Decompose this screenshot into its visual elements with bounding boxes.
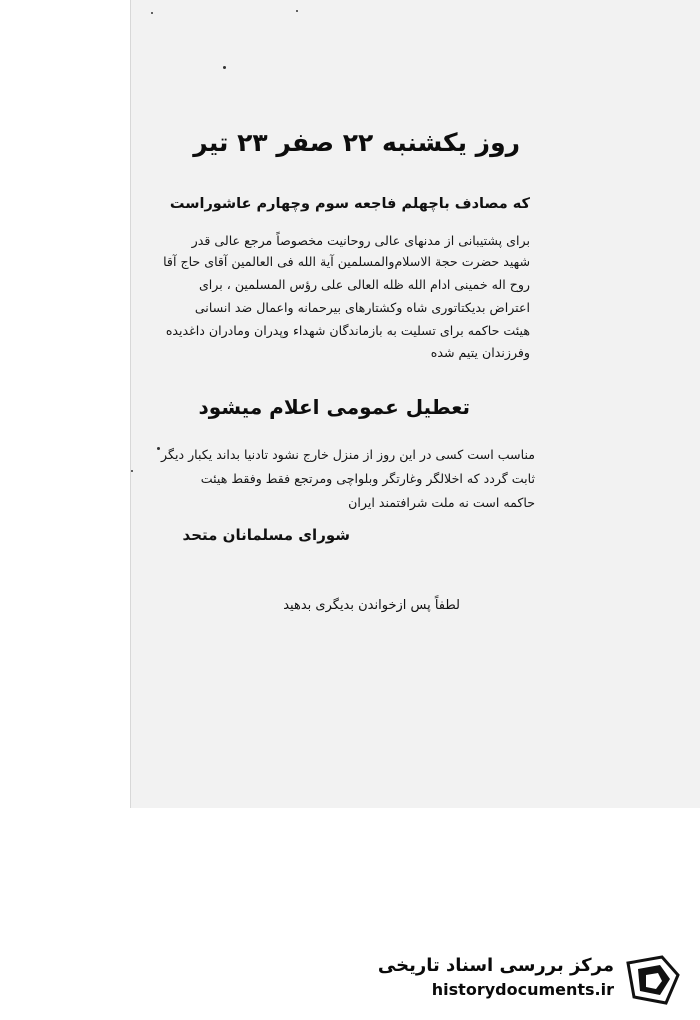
archive-logo-icon [622, 953, 684, 1008]
pass-along-note: لطفاً پس ازخواندن بدیگری بدهید [283, 598, 460, 613]
ink-speck [223, 66, 226, 69]
paragraph2-line: مناسب است کسی در این روز از منزل خارج نشود تادنیا بداند یکبار دیگر [161, 447, 535, 462]
paragraph1-line: شهید حضرت حجة الاسلام‌والمسلمین آیة الله فی العالمین آقای حاج آقا [163, 254, 530, 269]
paragraph1-line: اعتراض بدیکتاتوری شاه وکشتارهای بیرحمانه واعمال ضد انسانی [194, 300, 530, 315]
paragraph1-line: روح اله خمینی ادام الله ظله العالی علی رؤس المسلمین ، برای [198, 277, 530, 292]
paragraph1-line: هیئت حاکمه برای تسلیت به بازماندگان شهداء وپدران ومادران داغدیده [165, 323, 530, 338]
ink-speck [151, 12, 153, 14]
paragraph2-line: حاکمه است نه ملت شرافتمند ایران [348, 495, 535, 510]
announcement-heading: تعطیل عمومی اعلام میشود [198, 395, 470, 419]
ink-speck [131, 470, 133, 472]
footer-watermark [377, 953, 684, 1008]
ink-speck [296, 10, 298, 12]
paragraph1-line: برای پشتیبانی از مدنهای عالی روحانیت مخصوصاً مرجع عالی قدر [191, 233, 530, 248]
footer-website: historydocuments.ir [431, 980, 614, 999]
signature: شورای مسلمانان متحد [182, 526, 350, 544]
document-subtitle: که مصادف باچهلم فاجعه سوم وچهارم عاشوراست [169, 196, 530, 212]
paragraph2-line: ثابت گردد که اخلالگر وغارتگر وبلواچی ومرتجع فقط وفقط هیئت [200, 471, 535, 486]
paragraph1-line: وفرزندان یتیم شده [430, 345, 530, 360]
document-title: روز یکشنبه ۲۲ صفر ۲۳ تیر [193, 128, 520, 157]
footer-org-name: مرکز بررسی اسناد تاریخی [377, 955, 614, 976]
